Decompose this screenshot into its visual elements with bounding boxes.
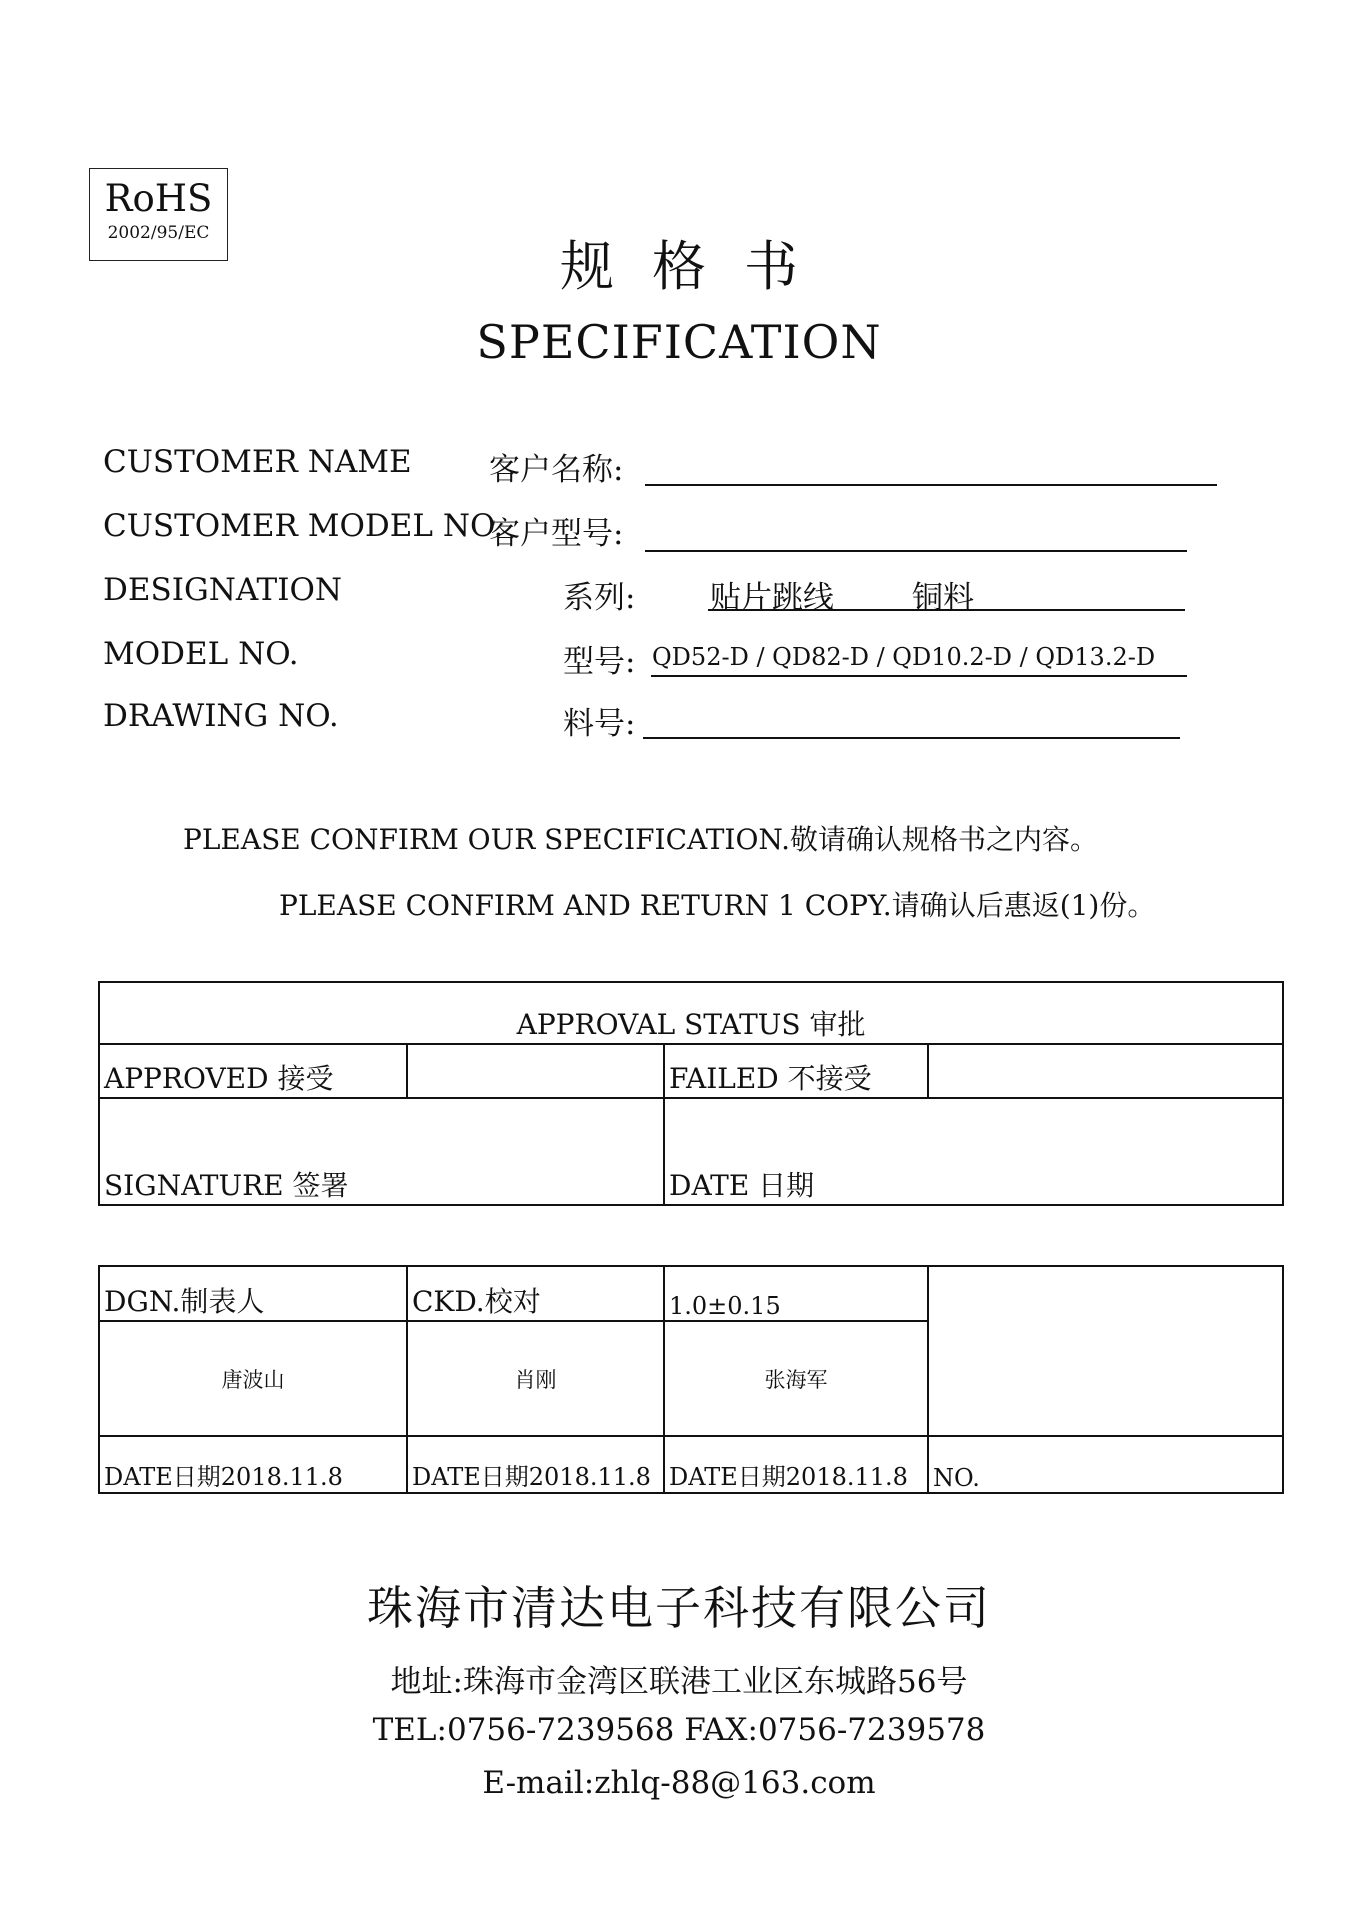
dgn-date: DATE日期2018.11.8: [99, 1436, 407, 1493]
approval-table: [98, 981, 1284, 1206]
rohs-directive: 2002/95/EC: [107, 223, 210, 243]
customer-name-label-cn: 客户名称:: [489, 452, 624, 488]
model-no-line: [651, 675, 1187, 677]
approval-status-header: APPROVAL STATUS 审批: [99, 982, 1283, 1044]
customer-name-label-en: CUSTOMER NAME: [103, 444, 412, 480]
drawing-no-line: [643, 737, 1180, 739]
designation-value-a: 贴片跳线: [710, 580, 834, 616]
blank-cell: [928, 1266, 1283, 1436]
signoff-table: [98, 1265, 1284, 1494]
model-no-value: QD52-D / QD82-D / QD10.2-D / QD13.2-D: [652, 643, 1156, 671]
company-name: 珠海市清达电子科技有限公司: [367, 1581, 991, 1635]
third-date: DATE日期2018.11.8: [664, 1436, 928, 1493]
rohs-title: RoHS: [104, 177, 213, 220]
company-phone-fax: TEL:0756-7239568 FAX:0756-7239578: [372, 1712, 986, 1748]
approved-label: APPROVED 接受: [99, 1044, 407, 1098]
approved-value-cell: [407, 1044, 664, 1098]
company-address: 地址:珠海市金湾区联港工业区东城路56号: [390, 1664, 968, 1700]
failed-label: FAILED 不接受: [664, 1044, 928, 1098]
customer-model-label-cn: 客户型号:: [489, 516, 624, 552]
customer-model-label-en: CUSTOMER MODEL NO.: [103, 508, 504, 544]
model-no-label-en: MODEL NO.: [103, 636, 299, 672]
dgn-label: DGN.制表人: [99, 1266, 407, 1321]
designation-label-cn: 系列:: [563, 580, 636, 616]
no-label: NO.: [928, 1436, 1283, 1493]
ckd-date: DATE日期2018.11.8: [407, 1436, 664, 1493]
ckd-signature: 肖刚: [407, 1321, 664, 1436]
customer-model-line: [645, 550, 1187, 552]
confirm-return-text: PLEASE CONFIRM AND RETURN 1 COPY.请确认后惠返(1)份。: [279, 889, 1156, 922]
drawing-no-label-en: DRAWING NO.: [103, 698, 339, 734]
title-english: SPECIFICATION: [476, 315, 882, 369]
confirm-spec-text: PLEASE CONFIRM OUR SPECIFICATION.敬请确认规格书之内容。: [183, 823, 1099, 856]
designation-value-b: 铜料: [912, 580, 974, 616]
tolerance-value: 1.0±0.15: [664, 1266, 928, 1321]
title-chinese: 规格书: [560, 235, 836, 298]
customer-name-line: [645, 484, 1217, 486]
drawing-no-label-cn: 料号:: [563, 706, 636, 742]
failed-value-cell: [928, 1044, 1283, 1098]
designation-label-en: DESIGNATION: [103, 572, 343, 608]
company-email: E-mail:zhlq-88@163.com: [482, 1765, 876, 1801]
approval-date-label: DATE 日期: [664, 1098, 1283, 1205]
third-signature: 张海军: [664, 1321, 928, 1436]
ckd-label: CKD.校对: [407, 1266, 664, 1321]
signature-label: SIGNATURE 签署: [99, 1098, 664, 1205]
model-no-label-cn: 型号:: [563, 644, 636, 680]
dgn-signature: 唐波山: [99, 1321, 407, 1436]
